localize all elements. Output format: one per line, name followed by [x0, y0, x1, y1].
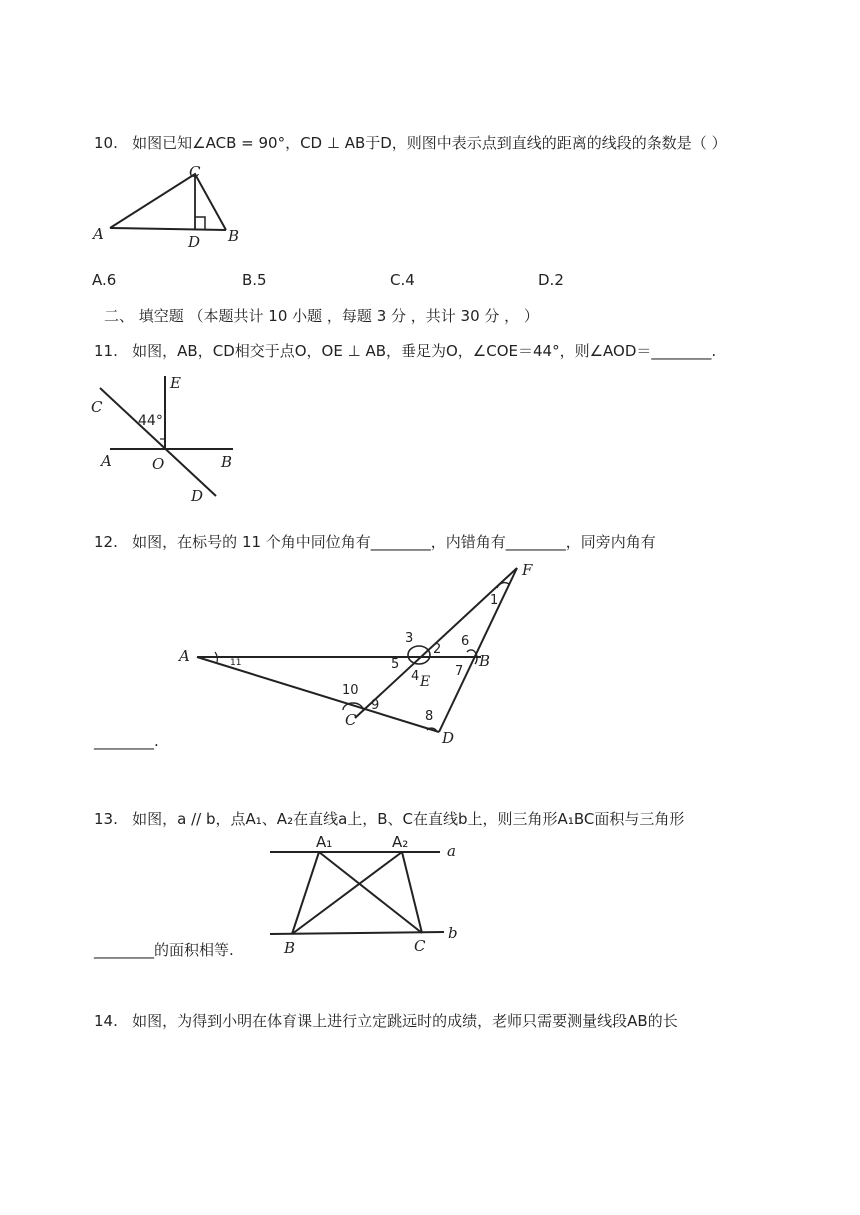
- figure-q13-parallel-lines: [262, 828, 472, 958]
- label-C: C: [345, 711, 357, 729]
- choice-d: D.2: [538, 271, 564, 289]
- label-a: a: [447, 842, 456, 860]
- question-13: [94, 809, 684, 829]
- label-angle-44: 44°: [138, 413, 163, 429]
- question-13-continuation: ________的面积相等.: [94, 941, 234, 959]
- label-C: C: [189, 163, 201, 181]
- label-F: F: [522, 561, 533, 579]
- angle-3: 3: [405, 631, 414, 646]
- label-C: C: [414, 937, 426, 955]
- label-A2: A₂: [392, 833, 409, 851]
- question-number: 12.: [94, 533, 118, 551]
- label-D: D: [191, 487, 204, 505]
- label-D: D: [442, 729, 455, 747]
- label-A1: A₁: [316, 833, 333, 851]
- label-A: A: [93, 225, 104, 243]
- label-A: A: [179, 647, 190, 665]
- question-11: [94, 341, 716, 361]
- angle-5: 5: [391, 657, 400, 672]
- label-B: B: [479, 652, 491, 670]
- question-number: 14.: [94, 1012, 118, 1030]
- choice-c: C.4: [390, 271, 415, 289]
- label-D: D: [188, 233, 201, 250]
- question-14: [94, 1011, 678, 1031]
- angle-2: 2: [433, 642, 442, 657]
- figure-q11-intersecting-lines: [88, 370, 248, 505]
- angle-1: 1: [490, 593, 499, 608]
- angle-6: 6: [461, 634, 470, 649]
- question-12: [94, 532, 656, 552]
- figure-q10-triangle: [88, 160, 268, 250]
- label-A: A: [101, 452, 112, 470]
- figure-q12-angles: [175, 560, 555, 750]
- label-B: B: [284, 939, 296, 957]
- question-number: 13.: [94, 810, 118, 828]
- label-E: E: [170, 374, 181, 392]
- label-C: C: [91, 398, 103, 416]
- question-number: 10.: [94, 134, 118, 152]
- question-number: 11.: [94, 342, 118, 360]
- label-E: E: [420, 674, 431, 690]
- question-text: 如图，AB，CD相交于点O，OE ⊥ AB，垂足为O，∠COE＝44°，则∠AOD＝________.: [132, 342, 717, 360]
- angle-11: 11: [230, 658, 242, 668]
- angle-4: 4: [411, 669, 420, 684]
- label-B: B: [228, 227, 240, 245]
- question-text: 如图已知∠ACB = 90°，CD ⊥ AB于D，则图中表示点到直线的距离的线段的条数是（ ）: [132, 134, 727, 152]
- label-O: O: [152, 455, 165, 473]
- angle-7: 7: [455, 664, 464, 679]
- question-10: [94, 133, 727, 153]
- angle-9: 9: [371, 698, 380, 713]
- label-b: b: [448, 924, 458, 942]
- choice-a: A.6: [92, 271, 117, 289]
- angle-10: 10: [342, 683, 359, 698]
- angle-8: 8: [425, 709, 434, 724]
- question-text: 如图，为得到小明在体育课上进行立定跳远时的成绩，老师只需要测量线段AB的长: [132, 1012, 678, 1030]
- question-text: 如图，a // b，点A₁、A₂在直线a上，B、C在直线b上，则三角形A₁BC面积与三角形: [132, 810, 685, 828]
- question-text: 如图，在标号的 11 个角中同位角有________，内错角有________，同旁内角有: [132, 533, 656, 551]
- question-12-continuation: ________.: [94, 732, 159, 750]
- label-B: B: [221, 453, 233, 471]
- choice-b: B.5: [242, 271, 267, 289]
- section-heading: 二、 填空题 （本题共计 10 小题 ，每题 3 分 ，共计 30 分 ， ）: [104, 307, 539, 325]
